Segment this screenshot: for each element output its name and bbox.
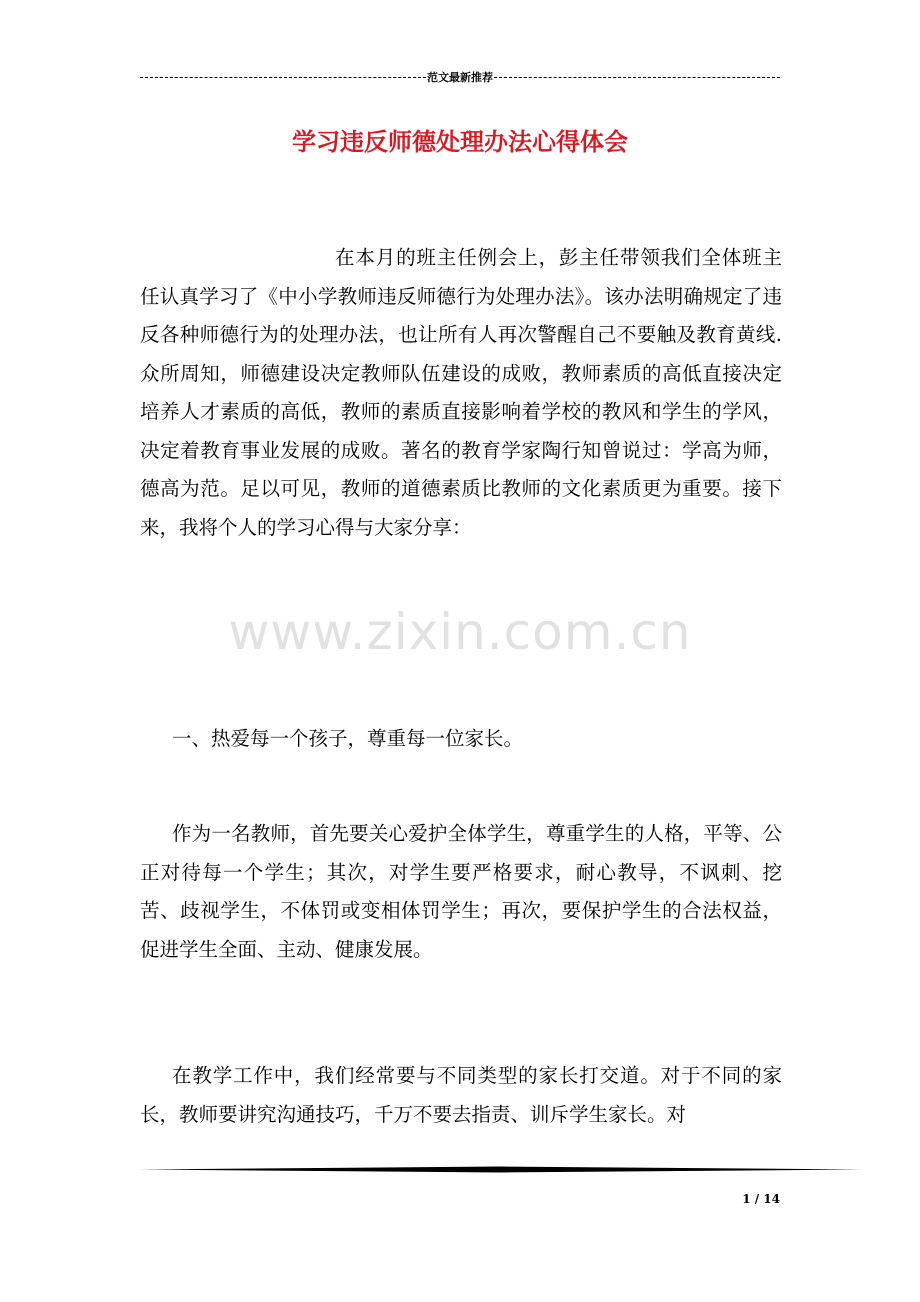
watermark: www.zixin.com.cn bbox=[228, 603, 692, 661]
section-heading-1 bbox=[140, 720, 782, 759]
paragraph-parents-text: 在教学工作中，我们经常要与不同类型的家长打交道。对于不同的家长，教师要讲究沟通技巧，千万不要去指责、训斥学生家长。对 bbox=[140, 1064, 782, 1126]
paragraph-intro-text: 在本月的班主任例会上，彭主任带领我们全体班主任认真学习了《中小学教师违反师德行为处理办法》。该办法明确规定了违反各种师德行为的处理办法，也让所有人再次警醒自己不要触及教育黄线.众所周知，师德建设决定教师队伍建设的成败，教师素质的高低直接决定培养人才素质的高低，教师的素质直接影响着学校的教风和学生的学风，决定着教育事业发展的成败。著名的教育学家陶行知曾说过：学高为师，德高为范。足以可见，教师的道德素质比教师的文化素质更为重要。接下来，我将个人的学习心得与大家分享： bbox=[140, 246, 782, 539]
document-title: 学习违反师德处理办法心得体会 bbox=[292, 127, 628, 156]
paragraph-intro bbox=[140, 239, 782, 547]
section-heading-1-text: 一、热爱每一个孩子，尊重每一位家长。 bbox=[172, 727, 524, 750]
paragraph-section-1 bbox=[140, 815, 782, 969]
page-number: 1 / 14 bbox=[742, 1192, 780, 1206]
paragraph-section-1-text: 作为一名教师，首先要关心爱护全体学生，尊重学生的人格，平等、公正对待每一个学生；其次，对学生要严格要求，耐心教导，不讽刺、挖苦、歧视学生，不体罚或变相体罚学生；再次，要保护学生的合法权益，促进学生全面、主动、健康发展。 bbox=[140, 822, 782, 961]
header-dashed-rule-left bbox=[140, 77, 426, 78]
paragraph-parents bbox=[140, 1057, 782, 1134]
header-dashed-rule-right bbox=[494, 77, 780, 78]
header-banner bbox=[140, 68, 780, 86]
footer-tapered-rule bbox=[140, 1166, 862, 1174]
header-label: 范文最新推荐 bbox=[427, 71, 493, 84]
